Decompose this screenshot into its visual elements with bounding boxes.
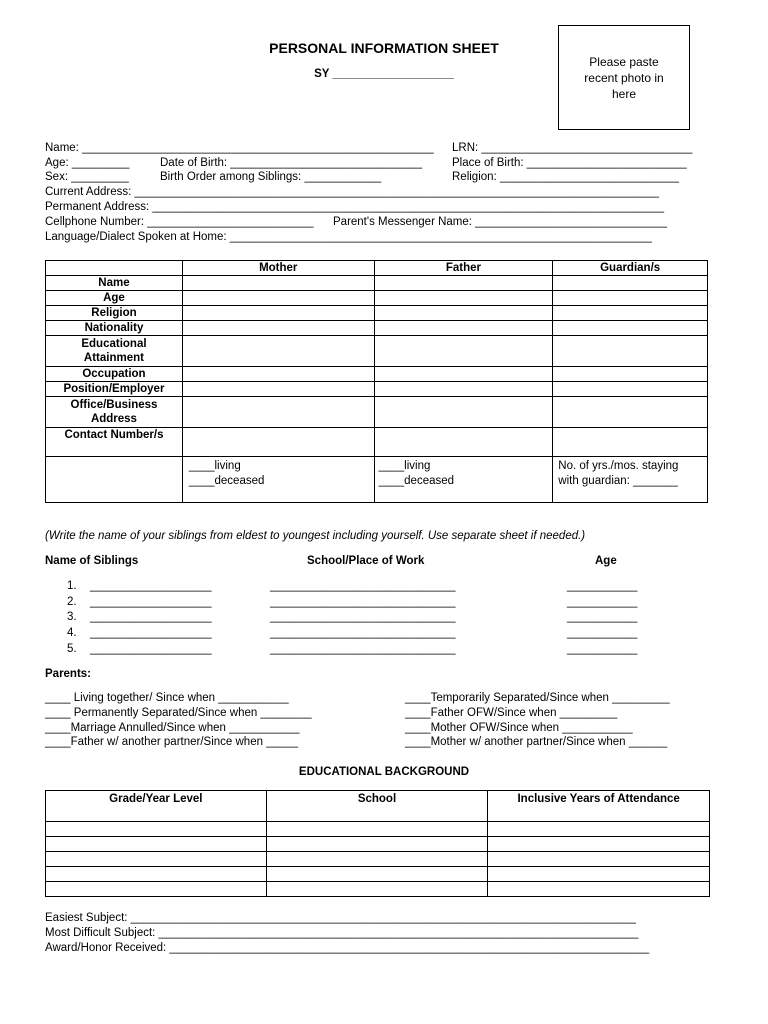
easiest-subject-field[interactable]: Easiest Subject: _______________________________________________________________________________ bbox=[45, 912, 636, 924]
guardian-cell[interactable] bbox=[553, 397, 708, 428]
header-grade: Grade/Year Level bbox=[46, 791, 267, 822]
mother-cell[interactable] bbox=[182, 367, 374, 382]
parents-option[interactable]: ____ Permanently Separated/Since when ________ bbox=[45, 707, 312, 719]
father-cell[interactable] bbox=[374, 291, 553, 306]
father-cell[interactable] bbox=[374, 336, 553, 367]
pob-field[interactable]: Place of Birth: _________________________ bbox=[452, 157, 687, 169]
father-deceased[interactable]: ____deceased bbox=[378, 475, 455, 487]
lrn-field[interactable]: LRN: _________________________________ bbox=[452, 142, 693, 154]
sibling-school-field[interactable]: _____________________________ bbox=[270, 627, 456, 639]
school-year-field[interactable]: SY ___________________ bbox=[314, 68, 454, 80]
father-living[interactable]: ____living bbox=[378, 460, 431, 472]
sibling-number: 4. bbox=[67, 627, 77, 639]
mother-deceased[interactable]: ____deceased bbox=[188, 475, 265, 487]
header-school: School bbox=[266, 791, 488, 822]
guardian-cell[interactable] bbox=[553, 321, 708, 336]
guardian-cell[interactable] bbox=[553, 276, 708, 291]
parents-option[interactable]: ____Mother OFW/Since when ___________ bbox=[405, 722, 633, 734]
sibling-age-field[interactable]: ___________ bbox=[567, 627, 638, 639]
sibling-school-field[interactable]: _____________________________ bbox=[270, 643, 456, 655]
guardian-cell[interactable] bbox=[553, 382, 708, 397]
guardian-cell[interactable] bbox=[553, 428, 708, 457]
father-status-cell[interactable] bbox=[374, 457, 553, 503]
row-label: Contact Number/s bbox=[46, 428, 183, 457]
edu-school-cell[interactable] bbox=[266, 852, 488, 867]
father-cell[interactable] bbox=[374, 367, 553, 382]
siblings-name-header: Name of Siblings bbox=[45, 555, 139, 567]
current-address-field[interactable]: Current Address: __________________________________________________________________________________ bbox=[45, 186, 659, 198]
guardian-duration-cell[interactable]: No. of yrs./mos. staying with guardian: _______ bbox=[553, 457, 708, 503]
sibling-name-field[interactable]: ___________________ bbox=[90, 596, 212, 608]
mother-cell[interactable] bbox=[182, 397, 374, 428]
difficult-subject-field[interactable]: Most Difficult Subject: ___________________________________________________________________________ bbox=[45, 927, 639, 939]
row-label: Office/Business Address bbox=[46, 397, 183, 428]
parents-label: Parents: bbox=[45, 668, 92, 680]
header-mother: Mother bbox=[182, 261, 374, 276]
mother-cell[interactable] bbox=[182, 336, 374, 367]
header-father: Father bbox=[374, 261, 553, 276]
sibling-age-field[interactable]: ___________ bbox=[567, 611, 638, 623]
permanent-address-field[interactable]: Permanent Address: ________________________________________________________________________________ bbox=[45, 201, 665, 213]
header-guardian: Guardian/s bbox=[553, 261, 708, 276]
father-cell[interactable] bbox=[374, 428, 553, 457]
sibling-number: 3. bbox=[67, 611, 77, 623]
siblings-note: (Write the name of your siblings from eldest to youngest including yourself. Use separate sheet if needed.) bbox=[45, 530, 586, 542]
parents-option[interactable]: ____Temporarily Separated/Since when _________ bbox=[405, 692, 670, 704]
edu-years-cell[interactable] bbox=[488, 822, 710, 837]
guardian-cell[interactable] bbox=[553, 291, 708, 306]
edu-school-cell[interactable] bbox=[266, 882, 488, 897]
edu-school-cell[interactable] bbox=[266, 822, 488, 837]
sibling-number: 2. bbox=[67, 596, 77, 608]
status-label-cell bbox=[46, 457, 183, 503]
siblings-school-header: School/Place of Work bbox=[307, 555, 425, 567]
guardian-cell[interactable] bbox=[553, 367, 708, 382]
sibling-school-field[interactable]: _____________________________ bbox=[270, 596, 456, 608]
edu-years-cell[interactable] bbox=[488, 837, 710, 852]
edu-grade-cell[interactable] bbox=[46, 822, 267, 837]
header-years: Inclusive Years of Attendance bbox=[488, 791, 710, 822]
father-cell[interactable] bbox=[374, 382, 553, 397]
sibling-name-field[interactable]: ___________________ bbox=[90, 643, 212, 655]
edu-years-cell[interactable] bbox=[488, 867, 710, 882]
row-label: Educational Attainment bbox=[46, 336, 183, 367]
mother-cell[interactable] bbox=[182, 276, 374, 291]
mother-cell[interactable] bbox=[182, 306, 374, 321]
age-field[interactable]: Age: _________ bbox=[45, 157, 130, 169]
father-cell[interactable] bbox=[374, 276, 553, 291]
education-table bbox=[45, 790, 710, 897]
mother-status-cell[interactable] bbox=[182, 457, 374, 503]
sibling-name-field[interactable]: ___________________ bbox=[90, 611, 212, 623]
father-cell[interactable] bbox=[374, 306, 553, 321]
religion-field[interactable]: Religion: ____________________________ bbox=[452, 171, 680, 183]
edu-grade-cell[interactable] bbox=[46, 882, 267, 897]
parents-option[interactable]: ____ Living together/ Since when ___________ bbox=[45, 692, 289, 704]
education-title: EDUCATIONAL BACKGROUND bbox=[298, 766, 470, 778]
edu-grade-cell[interactable] bbox=[46, 837, 267, 852]
row-label: Age bbox=[46, 291, 183, 306]
dob-field[interactable]: Date of Birth: ______________________________ bbox=[160, 157, 423, 169]
sibling-age-field[interactable]: ___________ bbox=[567, 596, 638, 608]
page-title: PERSONAL INFORMATION SHEET bbox=[269, 40, 499, 56]
siblings-age-header: Age bbox=[595, 555, 617, 567]
parents-table bbox=[45, 260, 708, 503]
sibling-age-field[interactable]: ___________ bbox=[567, 580, 638, 592]
edu-years-cell[interactable] bbox=[488, 852, 710, 867]
father-cell[interactable] bbox=[374, 321, 553, 336]
parents-option[interactable]: ____Father OFW/Since when _________ bbox=[405, 707, 618, 719]
mother-living[interactable]: ____living bbox=[188, 460, 241, 472]
photo-instruction: Please paste recent photo in here bbox=[584, 54, 664, 101]
guardian-cell[interactable] bbox=[553, 306, 708, 321]
edu-grade-cell[interactable] bbox=[46, 852, 267, 867]
sex-field[interactable]: Sex: _________ bbox=[45, 171, 129, 183]
sibling-number: 5. bbox=[67, 643, 77, 655]
language-field[interactable]: Language/Dialect Spoken at Home: __________________________________________________________________ bbox=[45, 231, 652, 243]
messenger-field[interactable]: Parent's Messenger Name: ______________________________ bbox=[333, 216, 668, 228]
edu-school-cell[interactable] bbox=[266, 867, 488, 882]
mother-cell[interactable] bbox=[182, 291, 374, 306]
header-blank bbox=[46, 261, 183, 276]
row-label: Occupation bbox=[46, 367, 183, 382]
award-field[interactable]: Award/Honor Received: ___________________________________________________________________________ bbox=[45, 942, 650, 954]
sibling-number: 1. bbox=[67, 580, 77, 592]
edu-grade-cell[interactable] bbox=[46, 867, 267, 882]
parents-option[interactable]: ____Marriage Annulled/Since when ___________ bbox=[45, 722, 300, 734]
edu-years-cell[interactable] bbox=[488, 882, 710, 897]
sibling-name-field[interactable]: ___________________ bbox=[90, 627, 212, 639]
parents-option[interactable]: ____Father w/ another partner/Since when _____ bbox=[45, 736, 299, 748]
sibling-age-field[interactable]: ___________ bbox=[567, 643, 638, 655]
parents-option[interactable]: ____Mother w/ another partner/Since when ______ bbox=[405, 736, 668, 748]
name-field[interactable]: Name: _______________________________________________________ bbox=[45, 142, 434, 154]
guardian-cell[interactable] bbox=[553, 336, 708, 367]
mother-cell[interactable] bbox=[182, 428, 374, 457]
row-label: Position/Employer bbox=[46, 382, 183, 397]
mother-cell[interactable] bbox=[182, 382, 374, 397]
father-cell[interactable] bbox=[374, 397, 553, 428]
mother-cell[interactable] bbox=[182, 321, 374, 336]
sibling-school-field[interactable]: _____________________________ bbox=[270, 580, 456, 592]
row-label: Nationality bbox=[46, 321, 183, 336]
edu-school-cell[interactable] bbox=[266, 837, 488, 852]
row-label: Religion bbox=[46, 306, 183, 321]
sibling-name-field[interactable]: ___________________ bbox=[90, 580, 212, 592]
photo-box[interactable] bbox=[558, 25, 690, 130]
birth-order-field[interactable]: Birth Order among Siblings: ____________ bbox=[160, 171, 382, 183]
cellphone-field[interactable]: Cellphone Number: __________________________ bbox=[45, 216, 314, 228]
sibling-school-field[interactable]: _____________________________ bbox=[270, 611, 456, 623]
row-label: Name bbox=[46, 276, 183, 291]
